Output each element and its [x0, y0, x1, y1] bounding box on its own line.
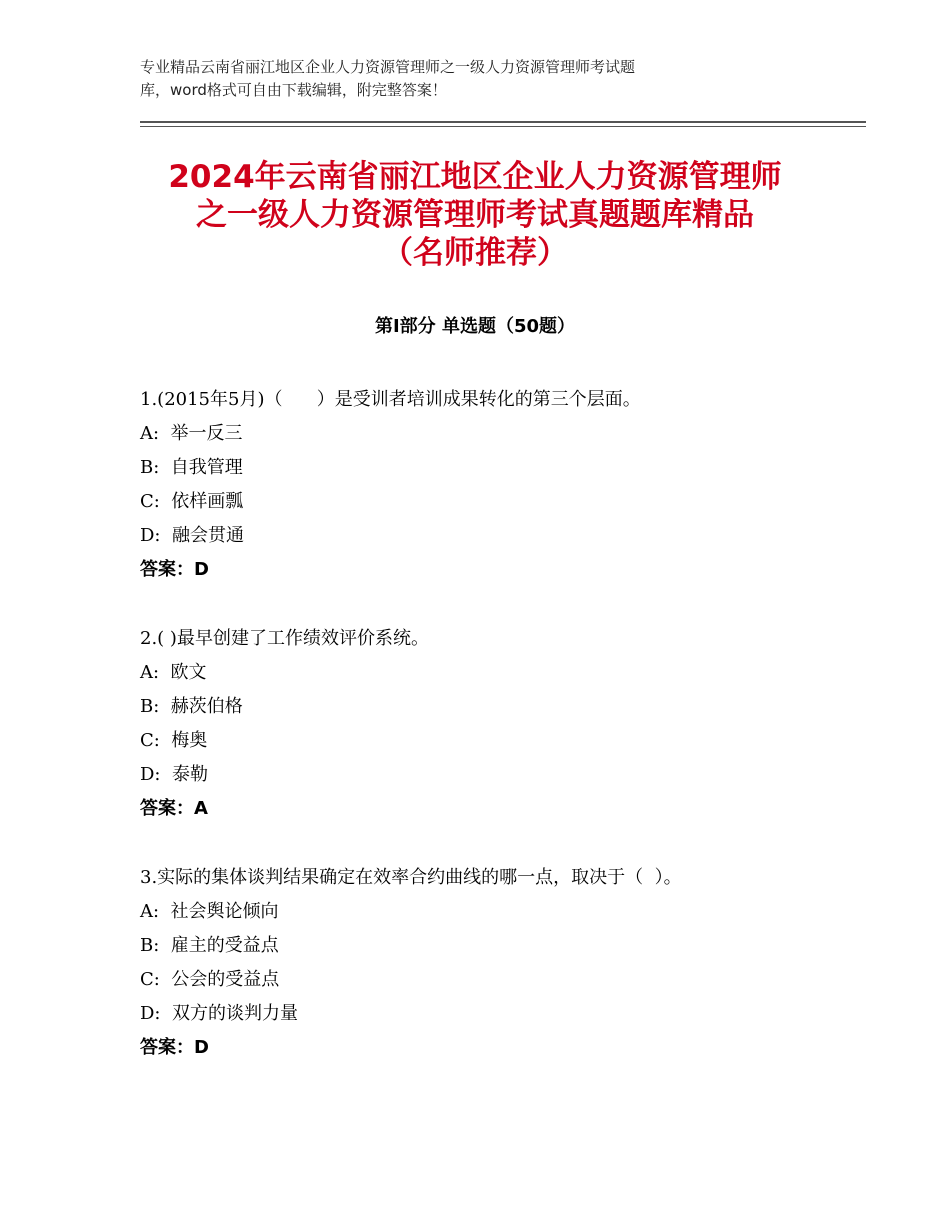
option-c: C: 依样画瓢: [140, 491, 244, 512]
question-item: [140, 383, 860, 587]
option-a: A: 举一反三: [140, 423, 243, 444]
question-stem: 3.实际的集体谈判结果确定在效率合约曲线的哪一点，取决于（ ）。: [140, 867, 682, 888]
option-d: D: 泰勒: [140, 764, 208, 785]
answer-line: 答案：A: [140, 798, 208, 819]
section-title: 第Ⅰ部分 单选题（50题）: [374, 316, 575, 337]
option-b: B: 雇主的受益点: [140, 935, 279, 956]
question-item: [140, 861, 860, 1065]
option-a: A: 社会舆论倾向: [140, 901, 279, 922]
option-b: B: 赫茨伯格: [140, 696, 243, 717]
header-note: [140, 56, 780, 102]
document-title-line-2: 之一级人力资源管理师考试真题题库精品: [196, 197, 754, 233]
document-title-line-3: （名师推荐）: [382, 235, 568, 271]
document-title-line-1: 2024年云南省丽江地区企业人力资源管理师: [168, 159, 782, 195]
question-stem: 1.(2015年5月)（ ）是受训者培训成果转化的第三个层面。: [140, 389, 641, 410]
answer-line: 答案：D: [140, 1037, 209, 1058]
header-divider-thin: [140, 126, 866, 127]
option-c: C: 公会的受益点: [140, 969, 280, 990]
question-stem: 2.( )最早创建了工作绩效评价系统。: [140, 628, 429, 649]
answer-line: 答案：D: [140, 559, 209, 580]
header-note-line-2: 库，word格式可自由下载编辑，附完整答案！: [140, 81, 447, 99]
question-list: [140, 383, 860, 1100]
header-note-line-1: 专业精品云南省丽江地区企业人力资源管理师之一级人力资源管理师考试题: [140, 58, 636, 76]
option-a: A: 欧文: [140, 662, 207, 683]
document-title: [95, 158, 855, 272]
option-c: C: 梅奥: [140, 730, 208, 751]
option-b: B: 自我管理: [140, 457, 243, 478]
header-divider-thick: [140, 121, 866, 123]
option-d: D: 融会贯通: [140, 525, 244, 546]
question-item: [140, 622, 860, 826]
option-d: D: 双方的谈判力量: [140, 1003, 298, 1024]
